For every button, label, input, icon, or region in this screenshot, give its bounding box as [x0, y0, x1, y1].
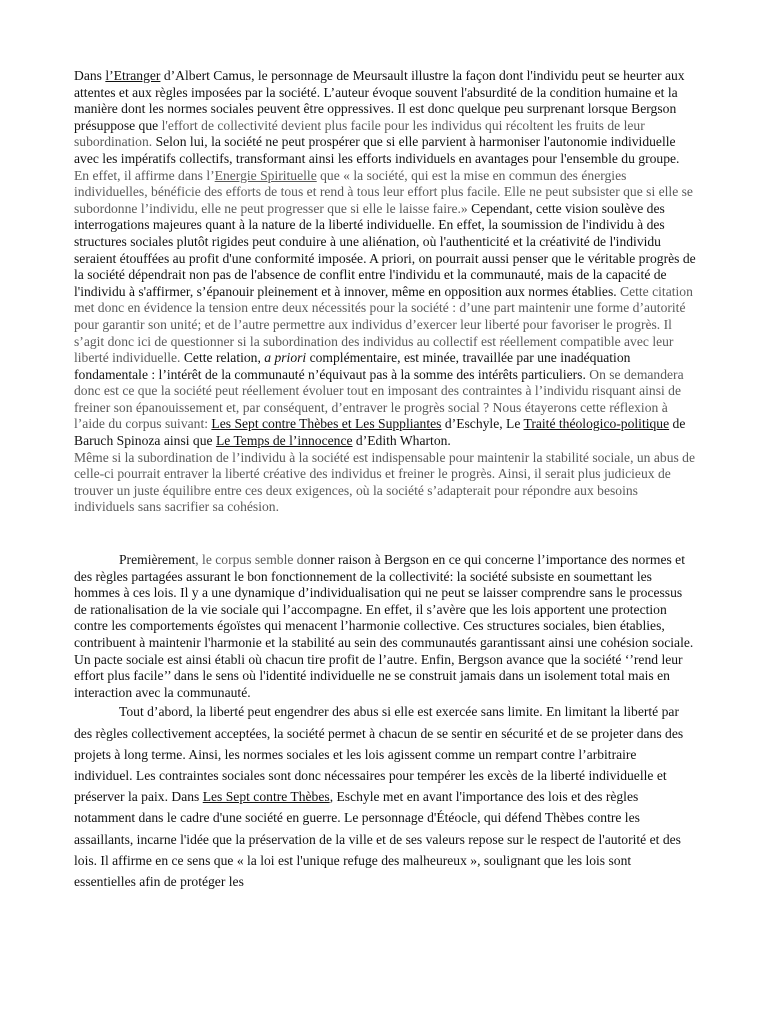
- text-run: l'effort de collectivité devient plus facile pour les individus qui récoltent les fruits de leur subordination.: [74, 117, 645, 150]
- underlined-title: l’Etranger: [105, 68, 161, 83]
- text-run: Dans: [74, 68, 106, 83]
- italic-text: a priori: [264, 350, 307, 366]
- intro-paragraph: [74, 68, 696, 516]
- text-run: complémentaire, est minée, travaillée par une inadéquation fondamentale : l’intérêt de la communauté n’équivaut pas à la somme des intérêts particuliers.: [74, 350, 631, 382]
- text-run: cerne l’importance des normes et des règles partagées assurant le bon fonctionnement de la collectivité: la société subsiste en soumettant les hommes à ces lois. Il y a une dynamique d’individualisation qui ne peut se laisser comprendre sans le processus de rationalisation de la vie sociale qui l’accompagne. En effet, il s’avère que les lois apportent une protection contre les comportements égoïstes qui menacent l’harmonie collective. Ces structures sociales, bien établies, contribuent à maintenir l'harmonie et la stabilité au sein des communautés garantissant ainsi une cohésion sociale. Un pacte sociale est ainsi établi où chacun tire profit de l’autre. Enfin, Bergson avance que la société ‘’rend leur effort plus facile’’ dans le sens où l'identité individuelle ne se construit jamais dans un isolement total mais en interaction avec la communauté.: [74, 552, 694, 700]
- text-run: que « la société, qui est la mise en commun des énergies individuelles, bénéficie des efforts de tous et rend à tous leur effort plus facile. Elle ne peut subsister que si elle se subordonne l’individu, elle ne peut progresser que si elle le laisse faire.»: [74, 167, 693, 216]
- underlined-title: Le Temps de l’innocence: [215, 433, 353, 449]
- text-run: En effet, il affirme dans l’: [74, 167, 215, 183]
- text-run: d’Edith Wharton.: [352, 433, 451, 449]
- part-two-paragraph: [74, 701, 696, 892]
- text-run: Cependant, cette vision soulève des interrogations majeures quant à la nature de la liberté individuelle. En effet, la soumission de l'individu à des structures sociales plutôt rigides peut conduire à une aliénation, où l'authenticité et la créativité de l'individu seraient étouffées au profit d'une conformité imposée. A priori, on pourrait aussi penser que le véritable progrès de la société dépendrait non pas de l'absence de conflit entre l'individu et la communauté, mais de la capacité de l'individu à s'affirmer, s’épanouir pleinement et à innover, même en opposition aux normes établies.: [74, 200, 696, 299]
- paragraph-gap: [74, 516, 696, 552]
- part-one-paragraph: [74, 552, 696, 701]
- text-run: Premièrement: [119, 552, 196, 568]
- text-run: de Baruch Spinoza ainsi que: [74, 416, 686, 449]
- underlined-title: Energie Spirituelle: [214, 167, 317, 183]
- underlined-title: Traité théologico-politique: [523, 416, 670, 432]
- text-run: d’Albert Camus, le personnage de Meursault illustre la façon dont l'individu peut se heurter aux attentes et aux règles imposées par la société. L’auteur évoque souvent l'absurdité de la condition humaine et la manière dont les normes sociales peuvent être oppressives. Il est donc quelque peu surprenant lorsque Bergson présuppose que: [74, 68, 685, 133]
- underlined-title: Les Sept contre Thèbes et Les Suppliantes: [211, 416, 442, 432]
- text-run: Même si la subordination de l’individu à la société est indispensable pour maintenir la stabilité sociale, un abus de celle-ci pourrait entraver la liberté créative des individus et freiner le progrès. Ainsi, il serait plus judicieux de trouver un juste équilibre entre ces deux exigences, où la société s’adapterait pour répondre aux besoins individuels sans sacrifier sa cohésion.: [74, 449, 696, 515]
- text-run: , Eschyle met en avant l'importance des lois et des règles notamment dans le cadre d'une société en guerre. Le personnage d'Étéocle, qui défend Thèbes contre les assaillants, incarne l'idée que la préservation de la ville et de ses valeurs repose sur le respect de l'autorité et des lois. Il affirme en ce sens que « la loi est l'unique refuge des malheureux », soulignant que les lois sont essentielles afin de protéger les: [74, 789, 681, 889]
- text-run: , le corpus semble do: [195, 552, 311, 568]
- text-run: Selon lui, la société ne peut prospérer que si elle parvient à harmoniser l'autonomie individuelle avec les impératifs collectifs, transformant ainsi les efforts individuels en avantages pour l'ensemble du groupe.: [74, 134, 680, 166]
- text-run: On se demandera donc est ce que la société peut réellement évoluer tout en imposant des contraintes à l’individu risquant ainsi de freiner son épanouissement et, par conséquent, d’entraver le progrès social ? Nous étayerons cette réflexion à l’aide du corpus suivant:: [74, 366, 684, 432]
- text-run: n: [497, 552, 505, 568]
- underlined-title: Les Sept contre Thèbes: [202, 789, 330, 805]
- text-run: d’Eschyle, Le: [441, 416, 524, 432]
- text-run: nner raison à Bergson en ce qui co: [310, 552, 498, 568]
- text-run: Cette citation met donc en évidence la tension entre deux nécessités pour la société : d’une part maintenir une forme d’autorité pour garantir son unité; et de l’autre permettre aux individus d’exercer leur liberté pour favoriser le progrès. Il s’agit donc ici de questionner si la subordination des individus au collectif est réellement compatible avec leur liberté individuelle.: [74, 283, 693, 366]
- text-run: Cette relation,: [183, 350, 265, 366]
- text-run: Tout d’abord, la liberté peut engendrer des abus si elle est exercée sans limite. En limitant la liberté par des règles collectivement acceptées, la société permet à chacun de se sentir en sécurité et de se projeter dans des projets à long terme. Ainsi, les normes sociales et les lois agissent comme un rempart contre l’arbitraire individuel. Les contraintes sociales sont donc nécessaires pour tempérer les excès de la liberté individuelle et préserver la paix. Dans: [74, 704, 684, 805]
